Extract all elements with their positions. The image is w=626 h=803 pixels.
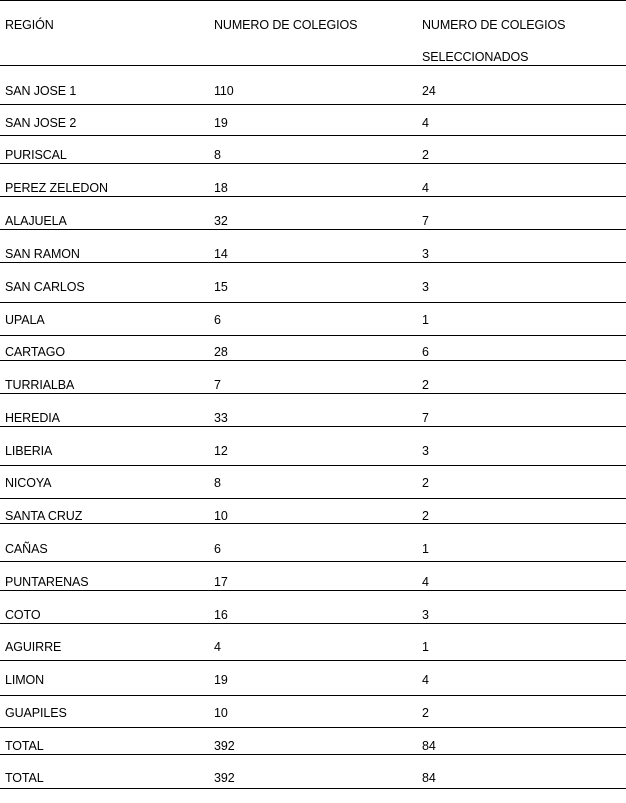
table-top-border: [0, 0, 626, 1]
cell-colegios: 12: [214, 444, 228, 458]
row-divider: [0, 262, 626, 263]
cell-region: HEREDIA: [5, 411, 60, 425]
row-divider: [0, 426, 626, 427]
cell-seleccionados: 24: [422, 84, 436, 98]
cell-seleccionados: 4: [422, 181, 429, 195]
cell-region: TURRIALBA: [5, 378, 75, 392]
cell-colegios: 17: [214, 575, 228, 589]
cell-colegios: 7: [214, 378, 221, 392]
cell-seleccionados: 7: [422, 411, 429, 425]
row-divider: [0, 523, 626, 524]
cell-region: PUNTARENAS: [5, 575, 89, 589]
cell-seleccionados: 84: [422, 771, 436, 785]
cell-colegios: 6: [214, 542, 221, 556]
row-divider: [0, 498, 626, 499]
cell-seleccionados: 2: [422, 476, 429, 490]
cell-seleccionados: 3: [422, 247, 429, 261]
cell-seleccionados: 2: [422, 509, 429, 523]
header-num-seleccionados-line1: NUMERO DE COLEGIOS: [422, 18, 566, 32]
cell-region: GUAPILES: [5, 706, 67, 720]
cell-region: COTO: [5, 608, 41, 622]
row-divider: [0, 65, 626, 66]
cell-region: TOTAL: [5, 771, 44, 785]
cell-colegios: 14: [214, 247, 228, 261]
row-divider: [0, 196, 626, 197]
cell-seleccionados: 3: [422, 444, 429, 458]
cell-region: AGUIRRE: [5, 640, 62, 654]
cell-colegios: 19: [214, 673, 228, 687]
row-divider: [0, 163, 626, 164]
cell-seleccionados: 4: [422, 116, 429, 130]
cell-colegios: 6: [214, 313, 221, 327]
cell-colegios: 28: [214, 345, 228, 359]
row-divider: [0, 623, 626, 624]
cell-colegios: 392: [214, 771, 235, 785]
cell-region: CAÑAS: [5, 542, 48, 556]
cell-colegios: 15: [214, 280, 228, 294]
cell-region: PURISCAL: [5, 148, 67, 162]
header-region: REGIÓN: [5, 18, 54, 32]
cell-colegios: 8: [214, 148, 221, 162]
row-divider: [0, 788, 626, 789]
row-divider: [0, 754, 626, 755]
cell-region: NICOYA: [5, 476, 52, 490]
cell-colegios: 33: [214, 411, 228, 425]
cell-colegios: 19: [214, 116, 228, 130]
cell-seleccionados: 1: [422, 313, 429, 327]
row-divider: [0, 393, 626, 394]
cell-colegios: 32: [214, 214, 228, 228]
row-divider: [0, 229, 626, 230]
cell-seleccionados: 4: [422, 575, 429, 589]
cell-seleccionados: 2: [422, 706, 429, 720]
cell-seleccionados: 84: [422, 739, 436, 753]
cell-colegios: 392: [214, 739, 235, 753]
row-divider: [0, 335, 626, 336]
cell-region: ALAJUELA: [5, 214, 67, 228]
cell-region: PEREZ ZELEDON: [5, 181, 108, 195]
cell-region: LIBERIA: [5, 444, 53, 458]
cell-seleccionados: 7: [422, 214, 429, 228]
cell-colegios: 10: [214, 706, 228, 720]
cell-colegios: 16: [214, 608, 228, 622]
row-divider: [0, 104, 626, 105]
cell-seleccionados: 1: [422, 542, 429, 556]
cell-region: SAN RAMON: [5, 247, 80, 261]
cell-colegios: 10: [214, 509, 228, 523]
cell-region: SAN JOSE 1: [5, 84, 77, 98]
row-divider: [0, 695, 626, 696]
cell-seleccionados: 1: [422, 640, 429, 654]
cell-region: UPALA: [5, 313, 45, 327]
cell-seleccionados: 2: [422, 378, 429, 392]
cell-seleccionados: 4: [422, 673, 429, 687]
row-divider: [0, 135, 626, 136]
row-divider: [0, 302, 626, 303]
cell-colegios: 110: [214, 84, 234, 98]
cell-colegios: 4: [214, 640, 221, 654]
cell-seleccionados: 6: [422, 345, 429, 359]
cell-region: TOTAL: [5, 739, 44, 753]
cell-seleccionados: 2: [422, 148, 429, 162]
cell-region: SAN JOSE 2: [5, 116, 77, 130]
row-divider: [0, 360, 626, 361]
cell-region: SANTA CRUZ: [5, 509, 83, 523]
cell-region: SAN CARLOS: [5, 280, 85, 294]
row-divider: [0, 660, 626, 661]
cell-colegios: 18: [214, 181, 228, 195]
cell-seleccionados: 3: [422, 608, 429, 622]
cell-region: CARTAGO: [5, 345, 65, 359]
row-divider: [0, 561, 626, 562]
header-num-seleccionados-line2: SELECCIONADOS: [422, 50, 529, 64]
cell-region: LIMON: [5, 673, 45, 687]
cell-colegios: 8: [214, 476, 221, 490]
row-divider: [0, 590, 626, 591]
row-divider: [0, 727, 626, 728]
header-num-colegios: NUMERO DE COLEGIOS: [214, 18, 358, 32]
cell-seleccionados: 3: [422, 280, 429, 294]
row-divider: [0, 465, 626, 466]
